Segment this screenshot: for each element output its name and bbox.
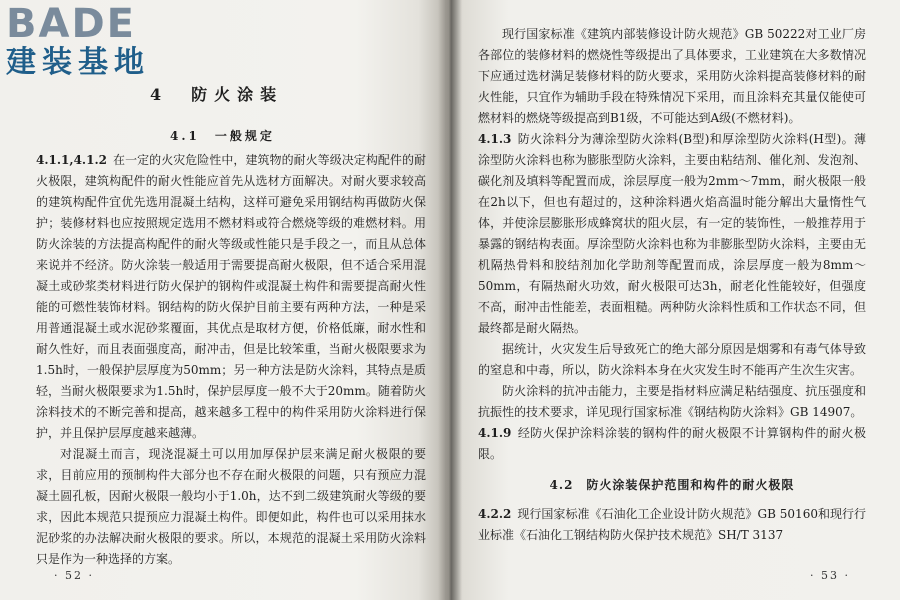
left-page-body	[36, 150, 426, 570]
paragraph: 防火涂料的抗冲击能力，主要是指材料应满足粘结强度、抗压强度和抗振性的技术要求，详见现行国家标准《钢结构防火涂料》GB 14907。	[478, 384, 866, 419]
page-number-left: · 52 ·	[54, 569, 94, 582]
section-title: 4.1 一般规定	[170, 129, 275, 143]
right-page-body	[478, 24, 866, 546]
paragraph-text: 防火涂料分为薄涂型防火涂料(B型)和厚涂型防火涂料(H型)。薄涂型防火涂料也称为膨胀型防火涂料，主要由粘结剂、催化剂、发泡剂、碳化剂及填料等配置而成，涂层厚度一般为2mm～7mm，耐火极限一般在2h以下，但也有超过的，这种涂料遇火焰高温时能分解出大量惰性气体，并使涂层膨胀形成蜂窝状的阻火层，有一定的装饰性，一般推荐用于暴露的钢结构表面。厚涂型防火涂料也称为非膨胀型防火涂料，主要由无机隔热骨料和胶结剂加化学助剂等配置而成，涂层厚度一般为8mm～50mm，有隔热耐火功效，耐火极限可达3h，耐老化性能较好，但强度不高，耐冲击性能差，表面粗糙。两种防火涂料性质和工作状态不同，但最终都是耐火隔热。	[478, 132, 866, 335]
paragraph-4-1-3	[478, 129, 866, 339]
chapter-title: 4 防火涂装	[150, 85, 284, 104]
clause-number: 4.2.2	[478, 507, 512, 521]
paragraph: 据统计，火灾发生后导致死亡的绝大部分原因是烟雾和有毒气体导致的窒息和中毒，所以，防火涂料本身在火灾发生时不能再产生次生灾害。	[478, 342, 866, 377]
paragraph-4-1-1	[36, 150, 426, 444]
logo-wordmark: BADE	[6, 1, 136, 47]
paragraph-4-2-2	[478, 504, 866, 546]
clause-number: 4.1.9	[478, 426, 512, 440]
paragraph-text: 经防火保护涂料涂装的钢构件的耐火极限不计算钢构件的耐火极限。	[478, 426, 866, 461]
logo-subtitle: 建装基地	[6, 45, 150, 80]
paragraph-4-1-9	[478, 423, 866, 465]
section-heading-4-2: 4.2 防火涂装保护范围和构件的耐火极限	[549, 478, 795, 492]
page-number-right: · 53 ·	[810, 569, 850, 582]
watermark-logo	[6, 2, 176, 80]
paragraph: 对混凝土而言，现浇混凝土可以用加厚保护层来满足耐火极限的要求，目前应用的预制构件大部分也不存在耐火极限的问题，只有预应力混凝土圆孔板，因耐火极限一般均小于1.0h，达不到二级建筑耐火等级的要求，因此本规范只提预应力混凝土构件。即便如此，构件也可以采用抹水泥砂浆的办法解决耐火极限的要求。所以，本规范的混凝土采用防火涂料只是作为一种选择的方案。	[36, 447, 426, 566]
clause-number: 4.1.1,4.1.2	[36, 153, 107, 167]
paragraph-text: 现行国家标准《石油化工企业设计防火规范》GB 50160和现行行业标准《石油化工钢结构防火保护技术规范》SH/T 3137	[478, 507, 866, 542]
paragraph: 现行国家标准《建筑内部装修设计防火规范》GB 50222对工业厂房各部位的装修材料的燃烧性等级提出了具体要求，工业建筑在大多数情况下应通过选材满足装修材料的防火要求，采用防火涂料提高装修材料的耐火性能，只宜作为辅助手段在特殊情况下采用，而且涂料充其量仅能使可燃材料的燃烧等级提高到B1级，不可能达到A级(不燃材料)。	[478, 27, 866, 125]
paragraph-text: 在一定的火灾危险性中，建筑物的耐火等级决定构配件的耐火极限，建筑构配件的耐火性能应首先从选材方面解决。对耐火要求较高的建筑构配件宜优先选用混凝土结构，这样可避免采用钢结构再做防火保护；装修材料也应按照规定选用不燃材料或符合燃烧等级的难燃材料。用防火涂装的方法提高构配件的耐火等级或性能只是手段之一，而且从总体来说并不经济。防火涂装一般适用于需要提高耐火极限，但不适合采用混凝土或砂浆类材料进行防火保护的钢构件或混凝土构件和需要提高耐火性能的可燃性装饰材料。钢结构的防火保护目前主要有两种方法，一种是采用普通混凝土或水泥砂浆覆面，其优点是取材方便，价格低廉，耐水性和耐久性好，而且表面强度高，耐冲击，但是比较笨重，当耐火极限要求为1.5h时，一般保护层厚度为50mm；另一种方法是防火涂料，其特点是质轻，当耐火极限要求为1.5h时，保护层厚度一般不大于20mm。随着防火涂料技术的不断完善和提高，越来越多工程中的构件采用防火涂料进行保护，并且保护层厚度越来越薄。	[36, 153, 426, 440]
clause-number: 4.1.3	[478, 132, 512, 146]
